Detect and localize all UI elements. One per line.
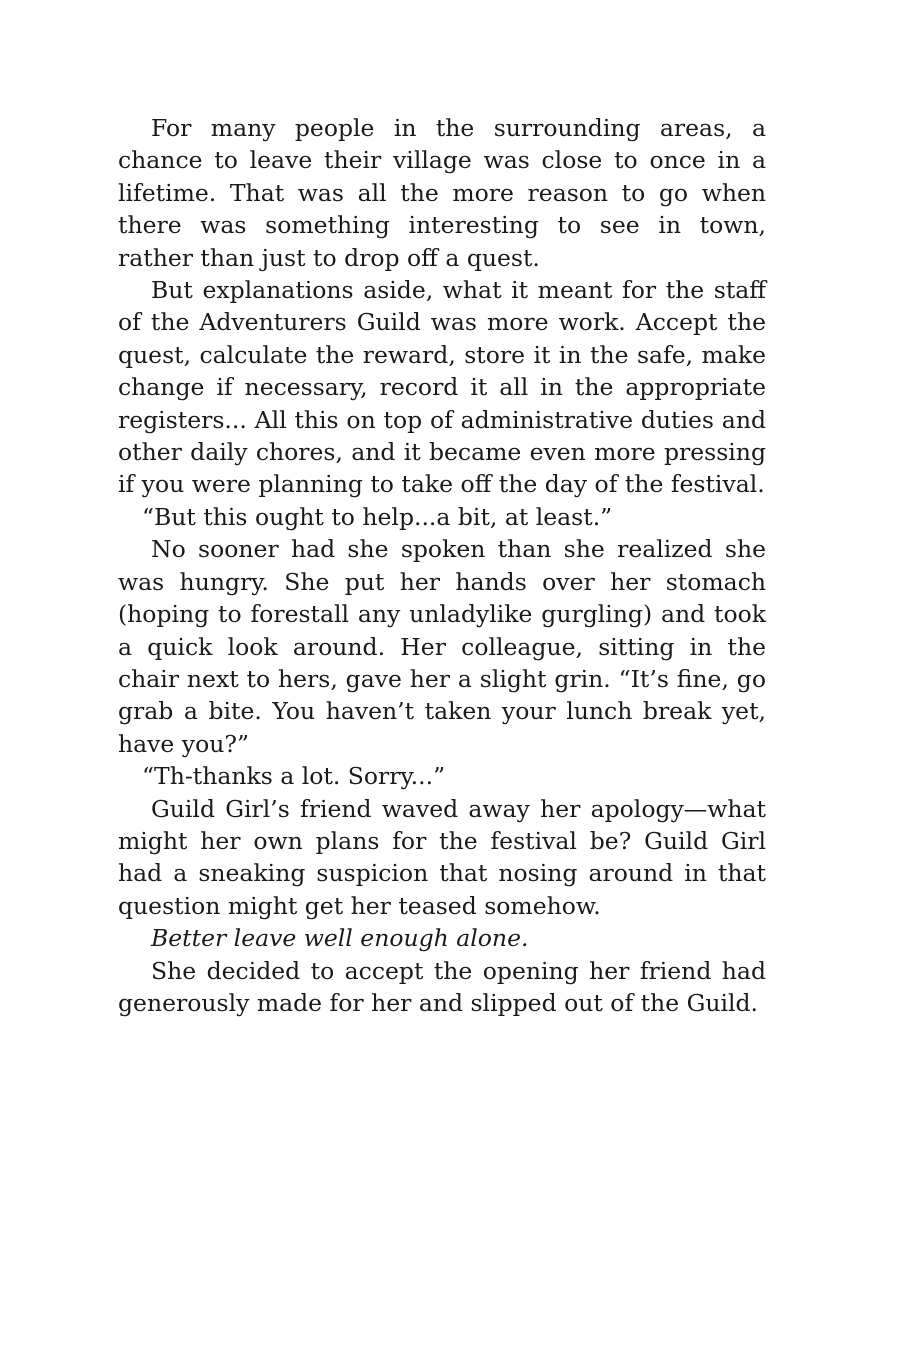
paragraph-4: No sooner had she spoken than she realized she was hungry. She put her hands over her stomach (hoping to forestall any unladylike gurgling) and took a quick look around. Her colleague, sitting in the chair next to hers, gave her a slight grin. “It’s fine, go grab a bite. You haven’t taken your lunch break yet, have you?”	[118, 535, 766, 758]
paragraph-3: “But this ought to help...a bit, at least.”	[142, 502, 613, 531]
paragraph-7-italic-thought: Better leave well enough alone.	[151, 924, 529, 953]
paragraph-5: “Th-thanks a lot. Sorry...”	[142, 762, 446, 791]
paragraph-6: Guild Girl’s friend waved away her apology—what might her own plans for the festival be? Guild Girl had a sneaking suspicion that nosing around in that question might get her teased somehow.	[118, 794, 766, 920]
paragraph-2: But explanations aside, what it meant for the staff of the Adventurers Guild was more work. Accept the quest, calculate the reward, store it in the safe, make change if necessary, record it all in the appropriate registers... All this on top of administrative duties and other daily chores, and it became even more pressing if you were planning to take off the day of the festival.	[118, 276, 766, 499]
paragraph-8: She decided to accept the opening her friend had generously made for her and slipped out of the Guild.	[118, 956, 766, 1017]
page-body	[118, 112, 766, 1019]
paragraph-1: For many people in the surrounding areas, a chance to leave their village was close to once in a lifetime. That was all the more reason to go when there was something interesting to see in town, rather than just to drop off a quest.	[118, 114, 766, 272]
